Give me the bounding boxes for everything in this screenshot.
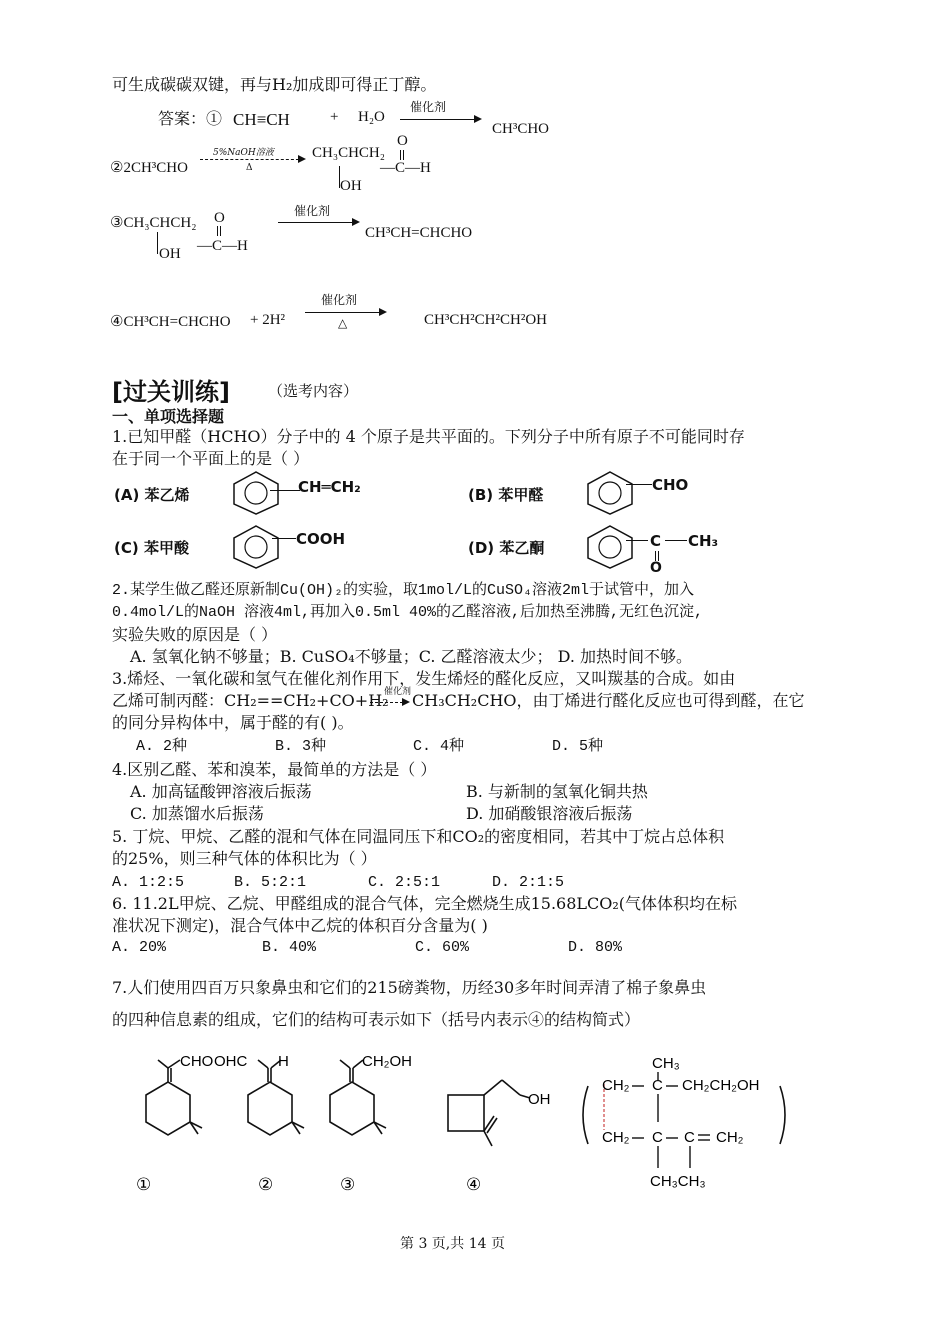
structure-4 (448, 1080, 551, 1194)
s5-bottom: CH₃CH₃ (650, 1173, 706, 1190)
q2-line1: 2.某学生做乙醛还原新制Cu(OH)₂的实验，取1mol/L的CuSO₄溶液2ml于试管中，加入 (112, 582, 695, 599)
q4-line1: 4.区别乙醛、苯和溴苯，最简单的方法是（ ） (112, 760, 437, 779)
r2-arrow (200, 159, 304, 160)
r2-cho: —C—H (380, 160, 431, 176)
q7-line1: 7.人们使用四百万只象鼻虫和它们的215磅粪物，历经30多年时间弄清了棉子象鼻虫 (112, 978, 707, 997)
s2-num: ② (258, 1175, 274, 1194)
q3-line2b: CH₃CH₂CHO，由丁烯进行醛化反应也可得到醛，在它 (412, 691, 805, 710)
q3-option-d: D. 5种 (552, 738, 604, 755)
q6-option-c: C. 60% (415, 939, 470, 956)
q5-option-c: C. 2:5:1 (368, 874, 441, 891)
r4-cond-bottom: △ (338, 316, 348, 330)
q1-b-bond (626, 484, 652, 485)
intro-line: 可生成碳碳双键，再与H₂加成即可得正丁醇。 (112, 75, 437, 94)
q6-option-d: D. 80% (568, 939, 623, 956)
s2-group1: OHC (214, 1053, 248, 1070)
r1-plus: + (330, 109, 339, 125)
structure-1 (136, 1053, 213, 1194)
r2-oh: OH (340, 178, 362, 194)
r2-cond-top: 5%NaOH溶液 (213, 148, 274, 158)
s2-group2: H (278, 1053, 289, 1070)
benzene-c-icon (226, 522, 286, 570)
s5-top: CH₃ (652, 1055, 680, 1072)
r3-dbl2 (220, 226, 221, 236)
answer-label: 答案：① (158, 109, 223, 128)
benzene-a-icon (226, 468, 286, 516)
q4-option-c: C. 加蒸馏水后振荡 (130, 804, 264, 823)
s1-num: ① (136, 1175, 152, 1194)
r3-arrow (278, 222, 358, 223)
q3-arrow (370, 702, 408, 703)
q1-a-bond (270, 490, 300, 491)
r3-product: CH³CH=CHCHO (365, 225, 473, 241)
benzene-b-icon (580, 468, 640, 516)
q1-option-d-ch3: CH₃ (688, 532, 719, 550)
r2-o: O (397, 133, 408, 149)
s5-row1a: CH₂ (602, 1077, 630, 1094)
q1-option-c-label: (C) 苯甲酸 (114, 539, 189, 557)
r4-start: ④CH³CH=CHCHO (110, 314, 231, 330)
q4-option-b: B. 与新制的氢氧化铜共热 (466, 782, 648, 801)
r3-bond (157, 232, 158, 254)
q5-line1: 5. 丁烷、甲烷、乙醛的混和气体在同温同压下和CO₂的密度相同，若其中丁烷占总体积 (112, 827, 725, 846)
r1-product: CH³CHO (492, 121, 550, 137)
q3-option-a: A. 2种 (136, 738, 188, 755)
q1-d-bond1 (626, 540, 648, 541)
r4-product: CH³CH²CH²CH²OH (424, 312, 548, 328)
s5-row2a: CH₂ (602, 1129, 630, 1146)
q5-option-d: D. 2:1:5 (492, 874, 565, 891)
r2-dbl1 (400, 150, 401, 160)
q1-option-c-group: COOH (296, 530, 346, 548)
s4-group: OH (528, 1091, 551, 1108)
q6-option-a: A. 20% (112, 939, 167, 956)
q1-option-a-group: CH═CH₂ (298, 478, 361, 496)
q5-option-b: B. 5:2:1 (234, 874, 307, 891)
r1-arrow (400, 119, 480, 120)
page-footer: 第 3 页,共 14 页 (400, 1236, 505, 1252)
structure-5 (583, 1055, 785, 1190)
s1-group: CHO (180, 1053, 214, 1070)
r3-catalyst: 催化剂 (294, 204, 331, 218)
q2-options: A. 氢氧化钠不够量；B. CuSO₄不够量；C. 乙醛溶液太少； D. 加热时间不够。 (130, 647, 693, 666)
q4-option-d: D. 加硝酸银溶液后振荡 (466, 804, 633, 823)
q5-line2: 的25%，则三种气体的体积比为（ ） (112, 849, 377, 868)
q3-option-b: B. 3种 (275, 738, 327, 755)
r1-water: H₂O (358, 109, 385, 125)
r2-cond-bottom: Δ (246, 163, 253, 173)
r2-dbl2 (403, 150, 404, 160)
q7-line2: 的四种信息素的组成，它们的结构可表示如下（括号内表示④的结构简式） (112, 1010, 641, 1029)
s4-num: ④ (466, 1175, 482, 1194)
section-subtitle: （选考内容） (268, 382, 359, 400)
s5-row2d: CH₂ (716, 1129, 744, 1146)
q6-option-b: B. 40% (262, 939, 317, 956)
r3-oh: OH (159, 246, 181, 262)
q2-line3: 实验失败的原因是（ ） (112, 625, 278, 644)
r4-catalyst: 催化剂 (321, 293, 358, 307)
q3-line3: 的同分异构体中，属于醛的有( )。 (112, 713, 354, 732)
q1-c-bond (272, 538, 296, 539)
r2-start: ②2CH³CHO (110, 160, 188, 176)
part-heading: 一、单项选择题 (112, 407, 225, 426)
s5-row1c: CH₂CH₂OH (682, 1077, 760, 1094)
q2-line2: 0.4mol/L的NaOH 溶液4ml,再加入0.5ml 40%的乙醛溶液,后加热至沸腾,无红色沉淀, (112, 604, 704, 621)
q1-d-bond2 (665, 540, 687, 541)
section-title: [过关训练] (112, 378, 230, 406)
s5-row2b: C (652, 1129, 663, 1146)
r3-cho: —C—H (197, 238, 248, 254)
r4-plus: + 2H² (250, 312, 286, 328)
benzene-d-icon (580, 522, 640, 570)
r3-start: ③CH₃CHCH₂ (110, 215, 197, 231)
q1-option-d-label: (D) 苯乙酮 (468, 539, 545, 557)
s5-row1b: C (652, 1077, 663, 1094)
q6-line2: 准状况下测定)，混合气体中乙烷的体积百分含量为( ) (112, 916, 488, 935)
r3-o: O (214, 210, 225, 226)
q1-option-b-label: (B) 苯甲醛 (468, 486, 544, 504)
r1-reactant: CH≡CH (233, 110, 290, 129)
q6-line1: 6. 11.2L甲烷、乙烷、甲醛组成的混合气体，完全燃烧生成15.68LCO₂(气体体积均在标 (112, 894, 738, 913)
s3-num: ③ (340, 1175, 356, 1194)
structure-2 (214, 1053, 304, 1194)
q1-option-d-c: C (650, 532, 662, 550)
q3-catalyst: 催化剂 (384, 687, 412, 697)
structure-3 (330, 1053, 412, 1194)
q3-line1: 3.烯烃、一氧化碳和氢气在催化剂作用下，发生烯烃的醛化反应，又叫羰基的合成。如由 (112, 669, 736, 688)
r4-arrow (305, 312, 385, 313)
q1-option-d-o: O (650, 560, 662, 576)
s3-group: CH₂OH (362, 1053, 412, 1070)
q1-option-a-label: (A) 苯乙烯 (114, 486, 190, 504)
q1-line1: 1.已知甲醛（HCHO）分子中的 4 个原子是共平面的。下列分子中所有原子不可能同时存 (112, 427, 745, 446)
q1-line2: 在于同一个平面上的是（ ） (112, 449, 310, 468)
r3-dbl1 (217, 226, 218, 236)
r1-catalyst: 催化剂 (410, 100, 447, 114)
pheromone-structures (118, 1050, 838, 1210)
q1-option-b-group: CHO (652, 476, 689, 494)
s5-row2c: C (684, 1129, 695, 1146)
r2-product-main: CH₃CHCH₂ (312, 145, 385, 161)
q5-option-a: A. 1:2:5 (112, 874, 185, 891)
q3-line2a: 乙烯可制丙醛：CH₂==CH₂+CO+H₂ (112, 691, 389, 710)
q3-option-c: C. 4种 (413, 738, 465, 755)
q4-option-a: A. 加高锰酸钾溶液后振荡 (130, 782, 312, 801)
